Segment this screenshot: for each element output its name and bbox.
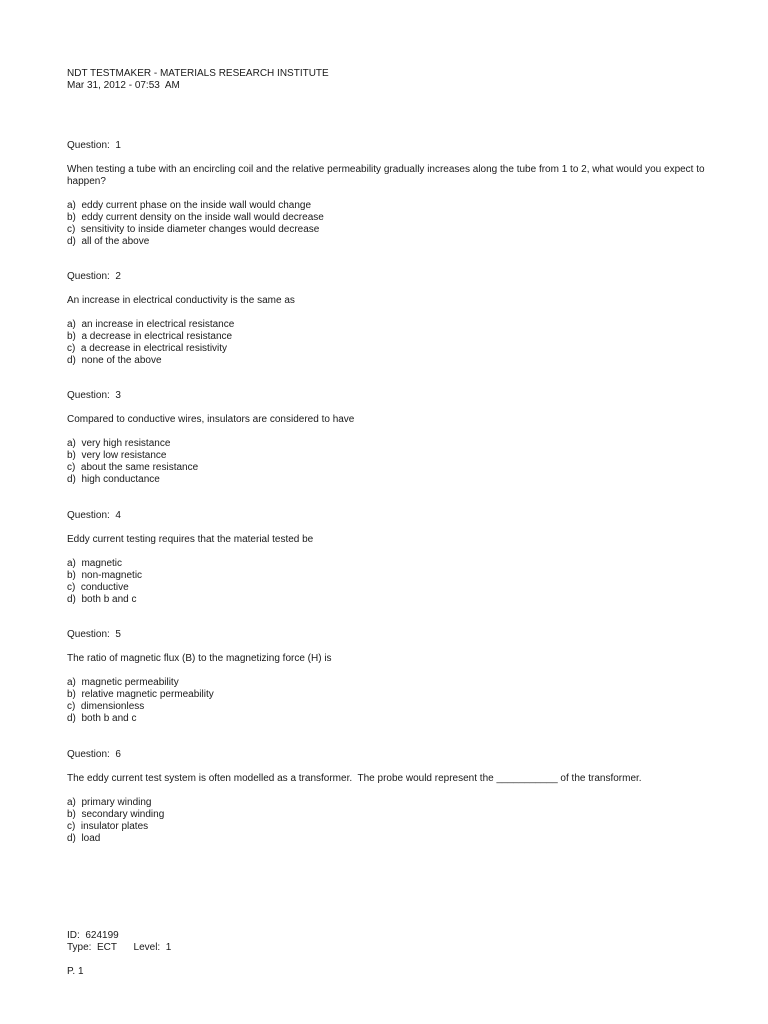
answer-option: c) conductive: [67, 582, 129, 593]
answer-options: [67, 200, 707, 248]
answer-options: [67, 797, 707, 845]
question-block: [67, 749, 707, 845]
question-block: [67, 390, 707, 486]
answer-option: a) an increase in electrical resistance: [67, 319, 235, 330]
document-id: ID: 624199: [67, 930, 119, 941]
answer-option: b) eddy current density on the inside wall would decrease: [67, 212, 324, 223]
question-text: Eddy current testing requires that the material tested be: [67, 534, 314, 545]
answer-options: [67, 438, 707, 486]
answer-options: [67, 677, 707, 725]
document-level: Level: 1: [133, 942, 172, 953]
answer-option: b) relative magnetic permeability: [67, 689, 214, 700]
page-number: P. 1: [67, 966, 84, 977]
answer-option: d) both b and c: [67, 594, 137, 605]
answer-option: c) sensitivity to inside diameter changes would decrease: [67, 224, 320, 235]
question-text: When testing a tube with an encircling coil and the relative permeability gradually increases along the tube from 1 to 2, what would you expect to happen?: [67, 164, 708, 187]
answer-option: d) both b and c: [67, 713, 137, 724]
document-type-level: [67, 942, 171, 954]
answer-option: b) non-magnetic: [67, 570, 143, 581]
answer-option: a) eddy current phase on the inside wall would change: [67, 200, 312, 211]
document-datetime: Mar 31, 2012 - 07:53 AM: [67, 80, 180, 91]
question-text: The eddy current test system is often modelled as a transformer. The probe would represent the ___________ of the transformer.: [67, 773, 642, 784]
answer-option: a) very high resistance: [67, 438, 171, 449]
question-text: The ratio of magnetic flux (B) to the magnetizing force (H) is: [67, 653, 332, 664]
document-type: Type: ECT: [67, 942, 117, 953]
question-block: [67, 629, 707, 725]
answer-option: c) dimensionless: [67, 701, 145, 712]
answer-options: [67, 319, 707, 367]
question-block: [67, 140, 707, 248]
question-text: An increase in electrical conductivity is the same as: [67, 295, 295, 306]
answer-option: b) a decrease in electrical resistance: [67, 331, 233, 342]
answer-option: a) primary winding: [67, 797, 152, 808]
question-block: [67, 510, 707, 606]
document-footer: [67, 930, 171, 978]
question-block: [67, 271, 707, 367]
answer-options: [67, 558, 707, 606]
answer-option: c) a decrease in electrical resistivity: [67, 343, 228, 354]
question-label: Question: 2: [67, 271, 121, 282]
answer-option: d) high conductance: [67, 474, 160, 485]
question-label: Question: 5: [67, 629, 121, 640]
answer-option: d) load: [67, 833, 101, 844]
answer-option: d) none of the above: [67, 355, 162, 366]
answer-option: d) all of the above: [67, 236, 150, 247]
question-label: Question: 4: [67, 510, 121, 521]
question-label: Question: 3: [67, 390, 121, 401]
question-label: Question: 6: [67, 749, 121, 760]
document-title: NDT TESTMAKER - MATERIALS RESEARCH INSTITUTE: [67, 68, 329, 79]
question-label: Question: 1: [67, 140, 121, 151]
document-header: [67, 68, 329, 92]
answer-option: b) very low resistance: [67, 450, 167, 461]
answer-option: a) magnetic: [67, 558, 123, 569]
answer-option: c) insulator plates: [67, 821, 149, 832]
answer-option: c) about the same resistance: [67, 462, 199, 473]
question-text: Compared to conductive wires, insulators are considered to have: [67, 414, 355, 425]
answer-option: a) magnetic permeability: [67, 677, 179, 688]
answer-option: b) secondary winding: [67, 809, 165, 820]
